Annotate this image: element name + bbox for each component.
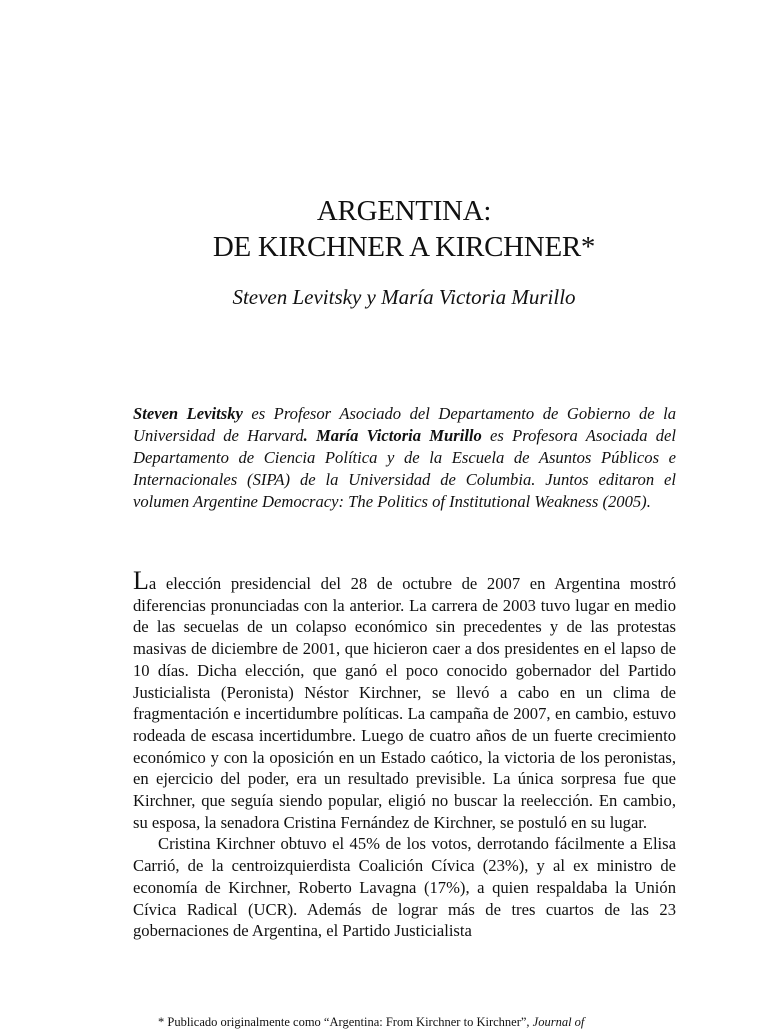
bio-separator: . [303,425,317,445]
drop-cap: L [133,566,149,595]
title-line-2: DE KIRCHNER A KIRCHNER* [212,231,596,263]
bio-author-2: María Victoria Murillo [316,425,482,445]
article-title [0,193,768,265]
bio-text-1: es Profesor Asociado del Departamento de Gobierno de la Universidad de Harvard [133,404,676,445]
article-authors: Steven Levitsky y María Victoria Murillo [232,285,576,309]
paragraph-1 [133,566,676,833]
title-line-1: ARGENTINA: [316,195,492,227]
footnote-journal: Journal of [532,1015,585,1029]
article-body [133,566,676,942]
author-bio [133,403,676,513]
footnote [158,1014,678,1030]
bio-text-2: es Profesora Asociada del Departamento de Ciencia Política y de la Escuela de Asuntos Públicos e Internacionales (SIPA) de la Universidad de Columbia. Juntos editaron el volumen Argentine Democracy: The Politics of Institutional Weakness (2005). [133,425,676,511]
paragraph-2: Cristina Kirchner obtuvo el 45% de los votos, derrotando fácilmente a Elisa Carrió, de la centroizquierdista Coalición Cívica (23%), y al ex ministro de economía de Kirchner, Roberto Lavagna (17%), a quien respaldaba la Unión Cívica Radical (UCR). Además de lograr más de tres cuartos de las 23 gobernaciones de Argentina, el Partido Justicialista [133,834,676,941]
footnote-text: * Publicado originalmente como “Argentina: From Kirchner to Kirchner”, [158,1015,533,1029]
bio-author-1: Steven Levitsky [133,404,243,423]
paragraph-1-text: a elección presidencial del 28 de octubre de 2007 en Argentina mostró diferencias pronunciadas con la anterior. La carrera de 2003 tuvo lugar en medio de las secuelas de un colapso económico sin precedentes y de las protestas masivas de diciembre de 2001, que hicieron caer a dos presidentes en el lapso de 10 días. Dicha elección, que ganó el poco conocido gobernador del Partido Justicialista (Peronista) Néstor Kirchner, se llevó a cabo en un clima de fragmentación e incertidumbre políticas. La campaña de 2007, en cambio, estuvo rodeada de escasa incertidumbre. Luego de cuatro años de un fuerte crecimiento económico y con la oposición en un Estado caótico, la victoria de los peronistas, en ejercicio del poder, era un resultado previsible. La única sorpresa fue que Kirchner, que seguía siendo popular, eligió no buscar la reelección. En cambio, su esposa, la senadora Cristina Fernández de Kirchner, se postuló en su lugar. [133,574,676,832]
